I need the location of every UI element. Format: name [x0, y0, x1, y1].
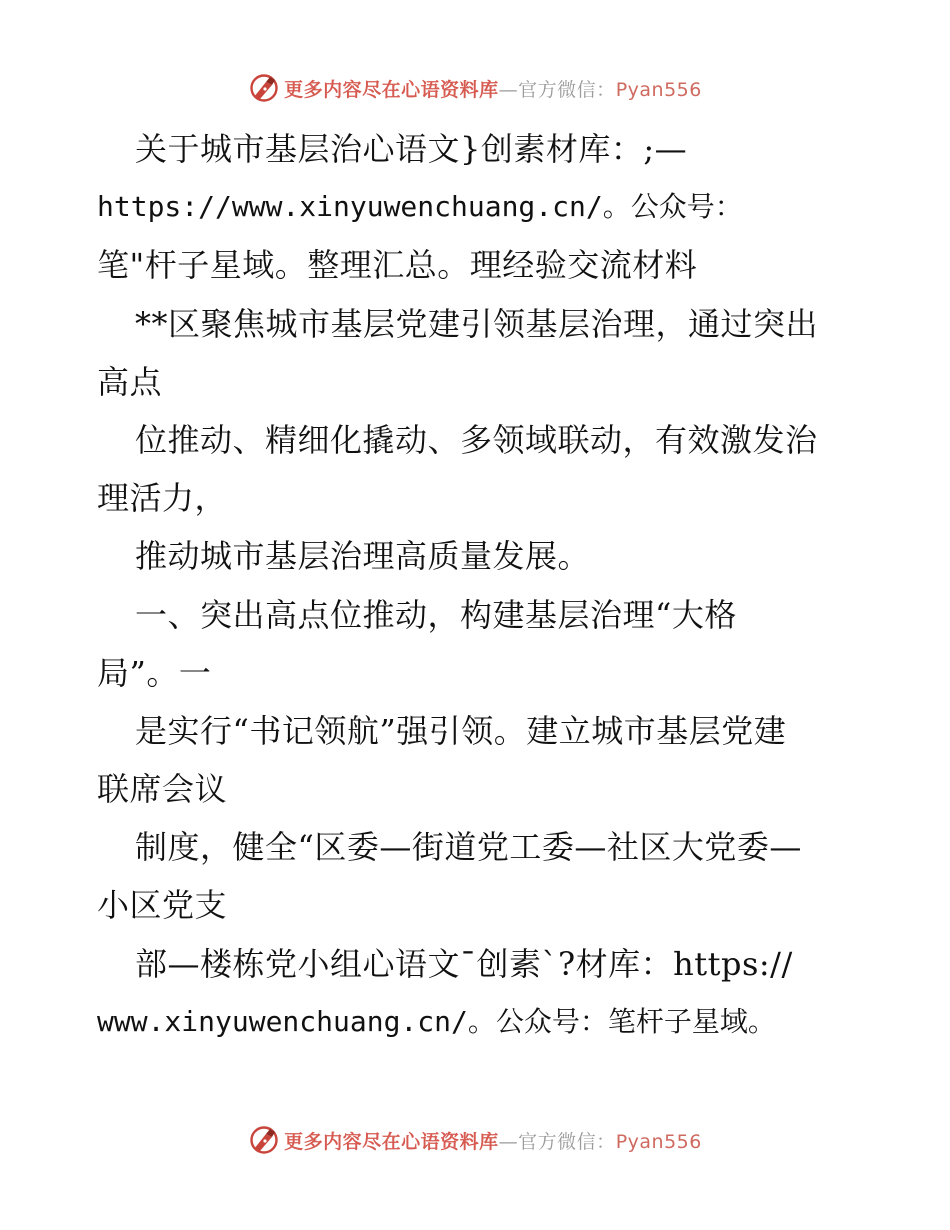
body-line: 推动城市基层治理高质量发展。 [135, 537, 591, 576]
body-line: 小区党支 [97, 886, 228, 925]
body-line: 一、突出高点位推动，构建基层治理“大格 [135, 595, 737, 634]
footer-banner-wechat: Pyan556 [615, 1130, 702, 1153]
header-banner [0, 70, 950, 106]
footer-banner-text [284, 1127, 702, 1154]
body-line: **区聚焦城市基层党建引领基层治理，通过突出 [135, 304, 819, 343]
document-body [97, 120, 857, 1051]
body-line: 笔"杆子星域。整理汇总。理经验交流材料 [97, 246, 698, 285]
footer-banner-sep: —官方微信： [498, 1130, 616, 1153]
body-line: 位推动、精细化撬动、多领域联动，有效激发治 [135, 420, 818, 459]
header-banner-wechat: Pyan556 [615, 78, 702, 101]
body-line: https://www.xinyuwenchuang.cn/。公众号： [97, 190, 743, 224]
header-banner-sep: —官方微信： [498, 78, 616, 101]
body-line: 理活力， [97, 479, 228, 518]
pen-nib-logo-icon [248, 1124, 280, 1156]
body-line: 局”。一 [97, 653, 212, 692]
footer-banner [0, 1122, 950, 1158]
footer-banner-inner [248, 1124, 702, 1156]
header-banner-text [284, 75, 702, 102]
pen-nib-logo-icon [248, 72, 280, 104]
body-line: 高点 [97, 362, 163, 401]
footer-banner-title: 更多内容尽在心语资料库 [284, 1130, 499, 1153]
body-line: 是实行“书记领航”强引领。建立城市基层党建 [135, 711, 787, 750]
body-line: 部—楼栋党小组心语文¯创素`?材库：https:// [135, 944, 793, 983]
header-banner-title: 更多内容尽在心语资料库 [284, 78, 499, 101]
body-line: 关于城市基层治心语文}创素材库：;— [135, 130, 688, 168]
body-line: www.xinyuwenchuang.cn/。公众号：笔杆子星域。 [97, 1004, 776, 1038]
body-line: 制度，健全“区委—街道党工委—社区大党委— [135, 828, 802, 867]
body-line: 联席会议 [97, 770, 228, 809]
header-banner-inner [248, 72, 702, 104]
